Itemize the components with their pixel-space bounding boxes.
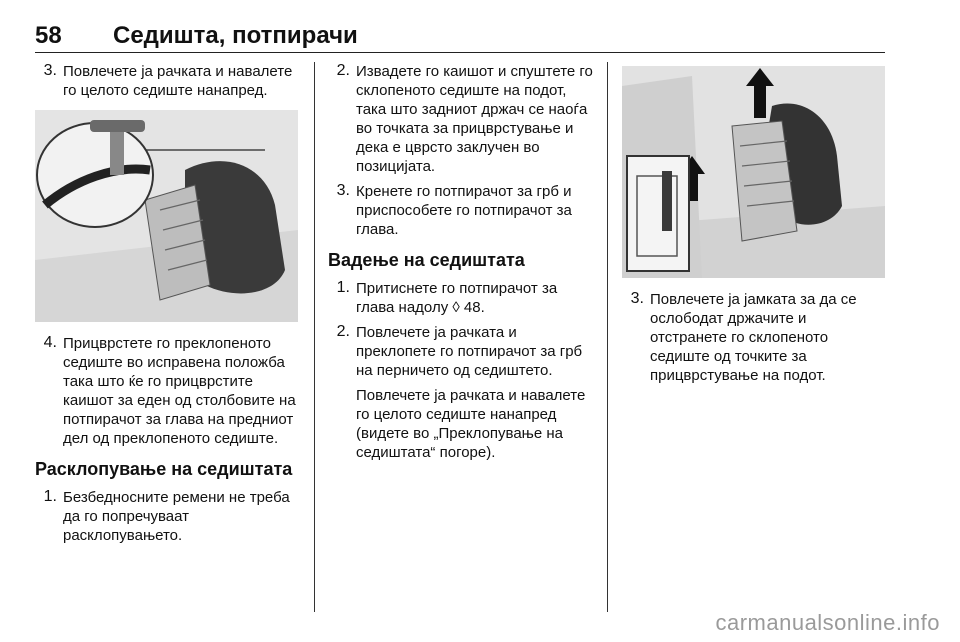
step-text: Повлечете ја рачката и навалете го целото седиште нанапред (видете во „Преклопување на седиштата“ погоре). xyxy=(356,387,586,461)
step-number: 3. xyxy=(630,290,644,307)
step-text: Повлечете ја рачката и преклопете го потпирачот за грб на перничето од седиштето. xyxy=(356,324,583,379)
step-number: 2. xyxy=(336,62,350,79)
list-item xyxy=(328,279,593,317)
step-text: Безбедносните ремени не треба да го попречуваат расклопувањето. xyxy=(63,489,290,544)
column-divider xyxy=(607,62,608,612)
step-text: Кренете го потпирачот за грб и приспособете го потпирачот за глава. xyxy=(356,183,572,238)
step-text: Повлечете ја рачката и навалете го целото седиште нанапред. xyxy=(63,63,293,99)
list-item xyxy=(622,290,887,385)
page-header xyxy=(35,18,885,53)
list-item xyxy=(35,62,300,100)
step-number: 4. xyxy=(43,334,57,351)
step-number: 1. xyxy=(43,488,57,505)
step-number: 1. xyxy=(336,279,350,296)
column-divider xyxy=(314,62,315,612)
list-item xyxy=(35,488,300,545)
column-middle xyxy=(328,62,593,466)
list-item xyxy=(328,62,593,176)
section-title: Вадење на седиштата xyxy=(328,250,525,270)
step-text: Повлечете ја јамката за да се ослободат држачите и отстранете го склопеното седиште од точките за прицврстување на подот. xyxy=(650,291,857,384)
seat-removal-illustration xyxy=(622,66,885,278)
column-right xyxy=(622,62,887,391)
step-continuation xyxy=(328,386,593,462)
step-number: 2. xyxy=(336,323,350,340)
watermark: carmanualsonline.info xyxy=(715,610,940,635)
page-number: 58 xyxy=(35,22,62,49)
step-number: 3. xyxy=(43,62,57,79)
step-text: Прицврстете го преклопеното седиште во исправена положба така што ќе го прицврстите каишот за еден од столбовите на потпирачот за глава на предниот дел од преклопеното седиште. xyxy=(63,335,296,447)
page-title: Седишта, потпирачи xyxy=(113,22,358,49)
step-text: Извадете го каишот и спуштете го склопеното седиште на подот, така што задниот држач се наоѓа во точката за прицврстување и дека е цврсто заклучен во позицијата. xyxy=(356,63,593,175)
list-item xyxy=(328,323,593,380)
list-item xyxy=(35,334,300,448)
step-number: 3. xyxy=(336,182,350,199)
list-item xyxy=(328,182,593,239)
step-text: Притиснете го потпирачот за глава надолу ◊ 48. xyxy=(356,280,558,316)
section-title: Расклопување на седиштата xyxy=(35,459,293,479)
seat-tilt-illustration xyxy=(35,110,298,322)
column-left xyxy=(35,62,300,551)
